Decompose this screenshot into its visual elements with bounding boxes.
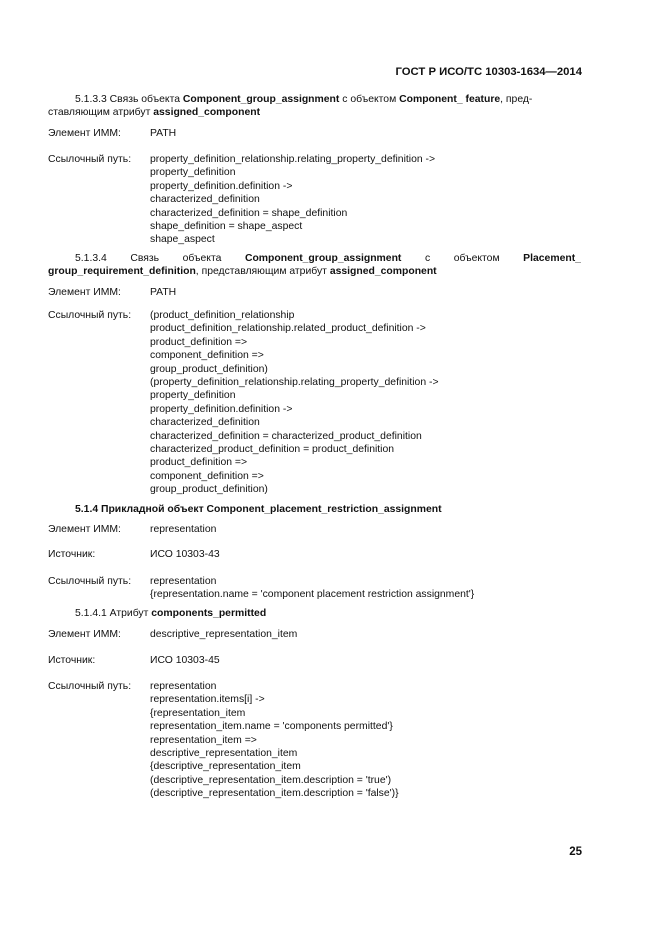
standard-header: ГОСТ Р ИСО/ТС 10303-1634—2014	[395, 66, 582, 78]
clause-5-1-3-4-title: 5.1.3.4 Связь объекта Component_group_assignment с объектом Placement_ group_requirement_definition, представляющим атрибут assigned_component	[48, 253, 581, 278]
page-number: 25	[569, 846, 582, 858]
source-value: ИСО 10303-45	[150, 655, 220, 666]
imm-value: PATH	[150, 287, 177, 298]
imm-value: descriptive_representation_item	[150, 629, 298, 640]
source-label: Источник:	[48, 655, 96, 666]
imm-label: Элемент ИММ:	[48, 524, 121, 535]
imm-label: Элемент ИММ:	[48, 629, 121, 640]
ref-path-lines: property_definition_relationship.relating_property_definition -> property_definition property_definition.definition -> characterized_definition characterized_definition = shape_definition shape_definition = shape_aspect shape_aspect	[150, 154, 436, 246]
imm-value: PATH	[150, 128, 177, 139]
source-label: Источник:	[48, 549, 96, 560]
clause-5-1-4-1-heading: 5.1.4.1 Атрибут components_permitted	[75, 608, 267, 619]
imm-label: Элемент ИММ:	[48, 287, 121, 298]
clause-5-1-3-3-title: 5.1.3.3 Связь объекта Component_group_assignment с объектом Component_ feature, пред- ставляющим атрибут assigned_component	[48, 94, 533, 119]
ref-path-label: Ссылочный путь:	[48, 681, 132, 692]
ref-path-label: Ссылочный путь:	[48, 576, 132, 587]
source-value: ИСО 10303-43	[150, 549, 220, 560]
imm-label: Элемент ИММ:	[48, 128, 121, 139]
ref-path-label: Ссылочный путь:	[48, 154, 132, 165]
ref-path-lines: representation {representation.name = 'component placement restriction assignment'}	[150, 576, 475, 601]
ref-path-label: Ссылочный путь:	[48, 310, 132, 321]
clause-5-1-4-heading: 5.1.4 Прикладной объект Component_placement_restriction_assignment	[75, 504, 442, 515]
ref-path-lines: (product_definition_relationship product_definition_relationship.related_product_definition -> product_definition => component_definition => group_product_definition) (property_definition_relationship.relating_property_definition -> property_definition property_definition.definition -> characterized_definition characterized_definition = characterized_product_definition characterized_product_definition = product_definition product_definition => component_definition => group_product_definition)	[150, 310, 439, 496]
ref-path-lines: representation representation.items[i] -> {representation_item representation_item.name = 'components permitted'} representation_item => descriptive_representation_item {descriptive_representation_item (descriptive_representation_item.description = 'true') (descriptive_representation_item.description = 'false')}	[150, 681, 399, 800]
imm-value: representation	[150, 524, 217, 535]
